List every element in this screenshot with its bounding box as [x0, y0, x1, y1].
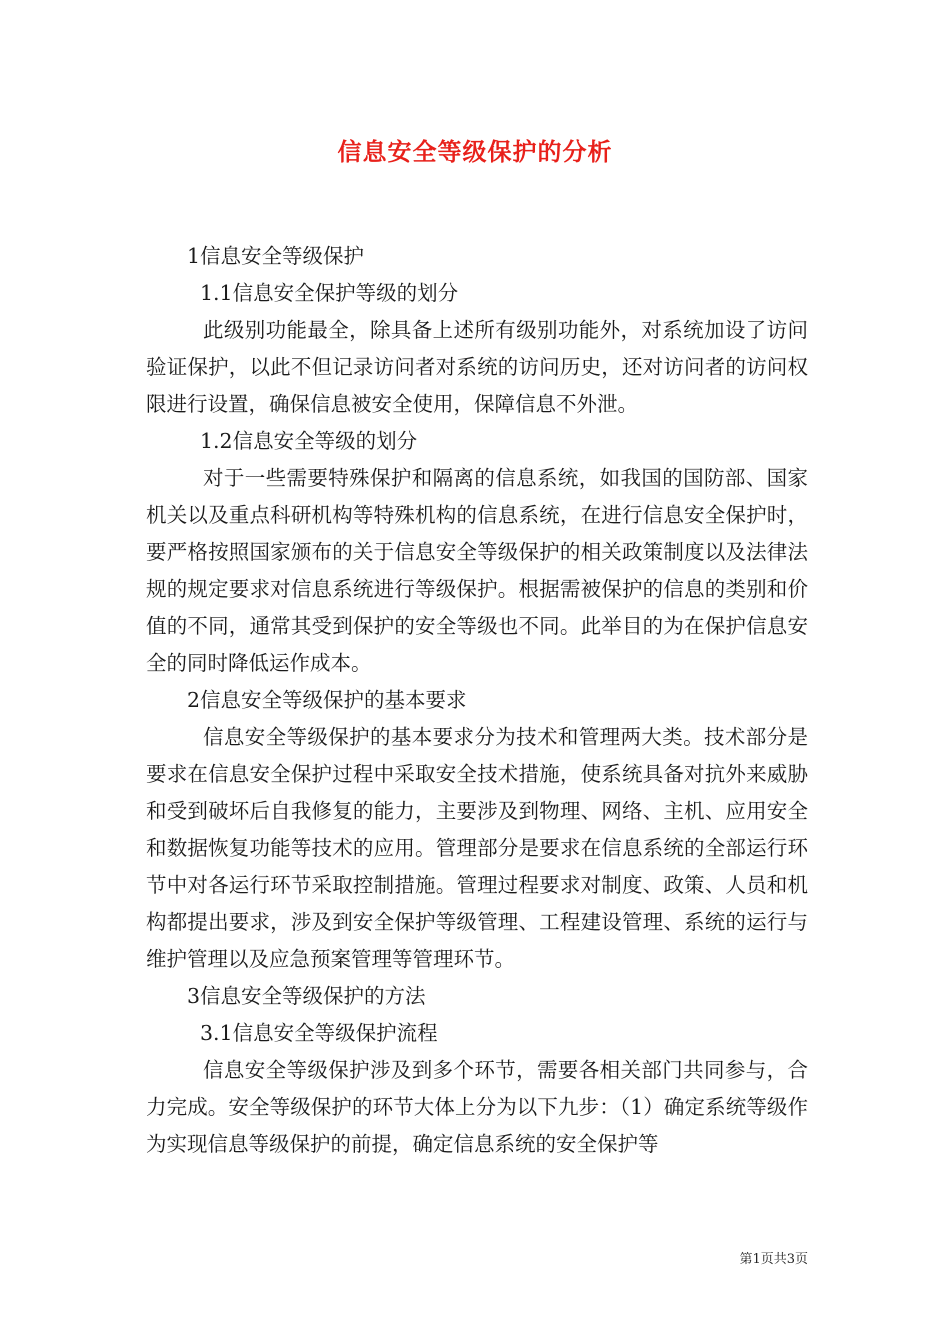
page-number-footer: 第1页共3页 — [739, 1252, 808, 1267]
document-body — [146, 238, 808, 1163]
subsection-heading-3-1: 3.1信息安全等级保护流程 — [200, 1021, 438, 1045]
section-heading-1: 1信息安全等级保护 — [187, 244, 365, 268]
section-heading-3: 3信息安全等级保护的方法 — [187, 984, 426, 1008]
paragraph: 对于一些需要特殊保护和隔离的信息系统，如我国的国防部、国家机关以及重点科研机构等特殊机构的信息系统，在进行信息安全保护时，要严格按照国家颁布的关于信息安全等级保护的相关政策制度以及法律法规的规定要求对信息系统进行等级保护。根据需被保护的信息的类别和价值的不同，通常其受到保护的安全等级也不同。此举目的为在保护信息安全的同时降低运作成本。 — [146, 466, 808, 675]
paragraph: 信息安全等级保护的基本要求分为技术和管理两大类。技术部分是要求在信息安全保护过程中采取安全技术措施，使系统具备对抗外来威胁和受到破坏后自我修复的能力，主要涉及到物理、网络、主机、应用安全和数据恢复功能等技术的应用。管理部分是要求在信息系统的全部运行环节中对各运行环节采取控制措施。管理过程要求对制度、政策、人员和机构都提出要求，涉及到安全保护等级管理、工程建设管理、系统的运行与维护管理以及应急预案管理等管理环节。 — [146, 725, 808, 971]
subsection-heading-1-2: 1.2信息安全等级的划分 — [200, 429, 418, 453]
paragraph: 信息安全等级保护涉及到多个环节，需要各相关部门共同参与，合力完成。安全等级保护的环节大体上分为以下九步：（1）确定系统等级作为实现信息等级保护的前提，确定信息系统的安全保护等 — [146, 1058, 808, 1156]
subsection-heading-1-1: 1.1信息安全保护等级的划分 — [200, 281, 459, 305]
section-heading-2: 2信息安全等级保护的基本要求 — [187, 688, 467, 712]
paragraph: 此级别功能最全，除具备上述所有级别功能外，对系统加设了访问验证保护，以此不但记录访问者对系统的访问历史，还对访问者的访问权限进行设置，确保信息被安全使用，保障信息不外泄。 — [146, 318, 808, 416]
document-title: 信息安全等级保护的分析 — [337, 137, 613, 166]
